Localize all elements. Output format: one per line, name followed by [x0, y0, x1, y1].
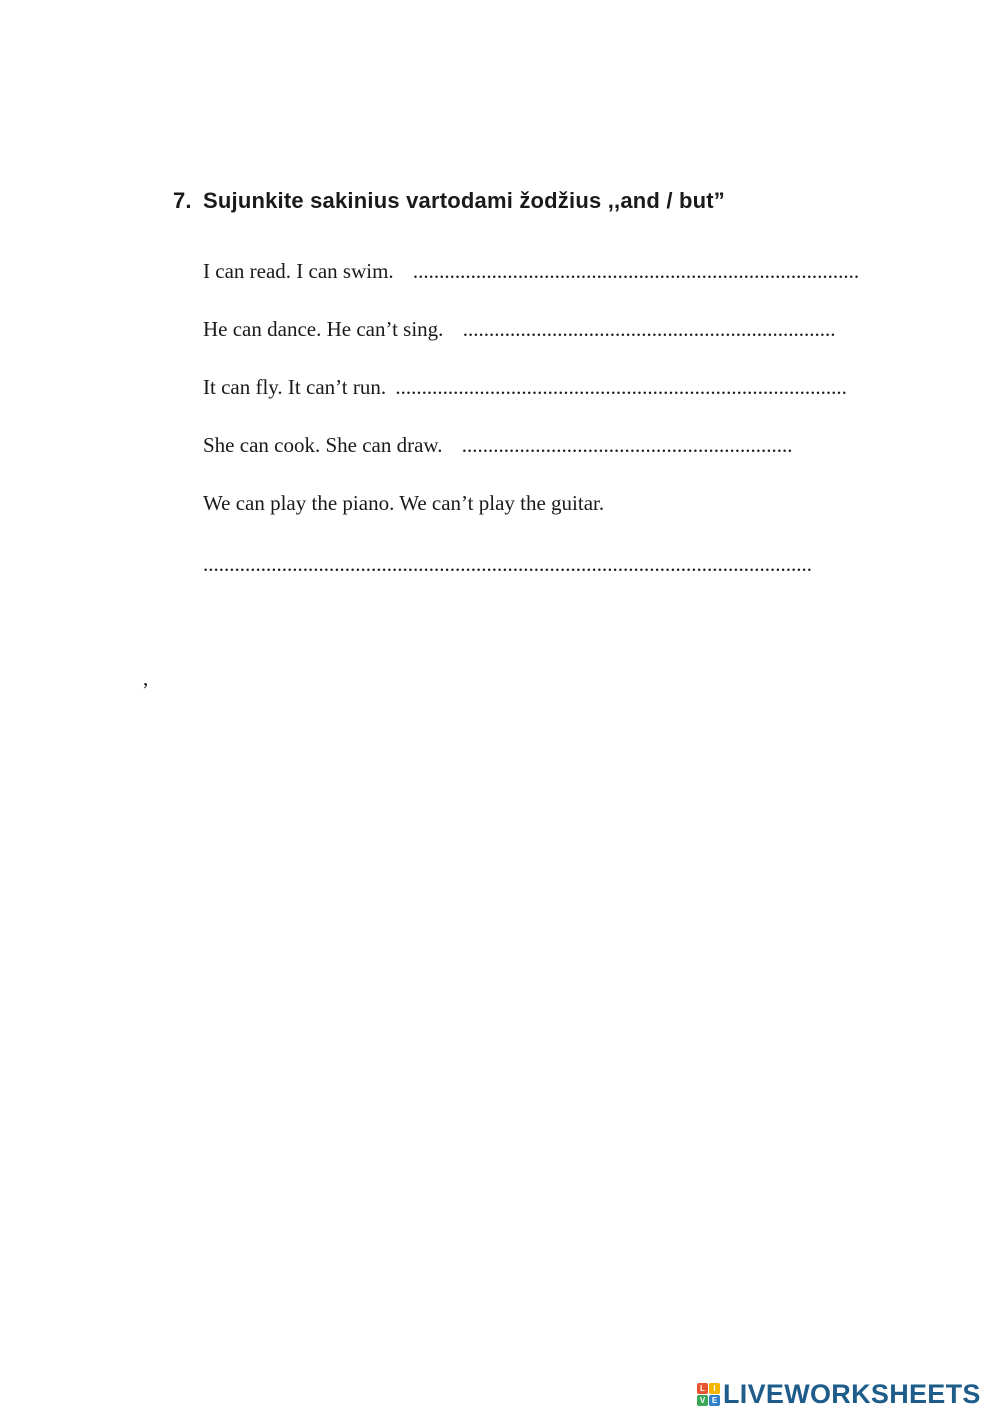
exercise-heading	[173, 188, 725, 214]
logo-letter: V	[697, 1395, 708, 1406]
answer-blank[interactable]: ...............................................................	[461, 433, 793, 457]
sentence-text: She can cook. She can draw.	[203, 433, 443, 457]
answer-blank[interactable]: .....................................................................................	[412, 259, 860, 283]
answer-line	[203, 551, 879, 577]
liveworksheets-logo-icon	[697, 1383, 720, 1406]
watermark-text: LIVEWORKSHEETS	[723, 1379, 981, 1409]
logo-letter: E	[709, 1395, 720, 1406]
sentence-text: I can read. I can swim.	[203, 259, 394, 283]
answer-blank[interactable]: ......................................................................................	[395, 375, 847, 399]
sentence-row	[203, 490, 618, 516]
sentence-text: We can play the piano. We can’t play the guitar.	[203, 491, 605, 515]
sentence-text: It can fly. It can’t run.	[203, 375, 387, 399]
sentence-row	[203, 258, 903, 284]
sentence-row	[203, 374, 887, 400]
sentence-row	[203, 432, 825, 458]
sentence-row	[203, 316, 876, 342]
stray-comma: ,	[143, 666, 149, 690]
answer-blank[interactable]: ....................................................................................................................	[203, 552, 812, 576]
logo-letter: L	[697, 1383, 708, 1394]
liveworksheets-watermark	[697, 1378, 981, 1410]
logo-letter: I	[709, 1383, 720, 1394]
exercise-number: 7.	[173, 188, 192, 213]
answer-blank[interactable]: .......................................................................	[462, 317, 836, 341]
sentence-text: He can dance. He can’t sing.	[203, 317, 444, 341]
exercise-instruction: Sujunkite sakinius vartodami žodžius ,,and / but”	[203, 188, 725, 213]
